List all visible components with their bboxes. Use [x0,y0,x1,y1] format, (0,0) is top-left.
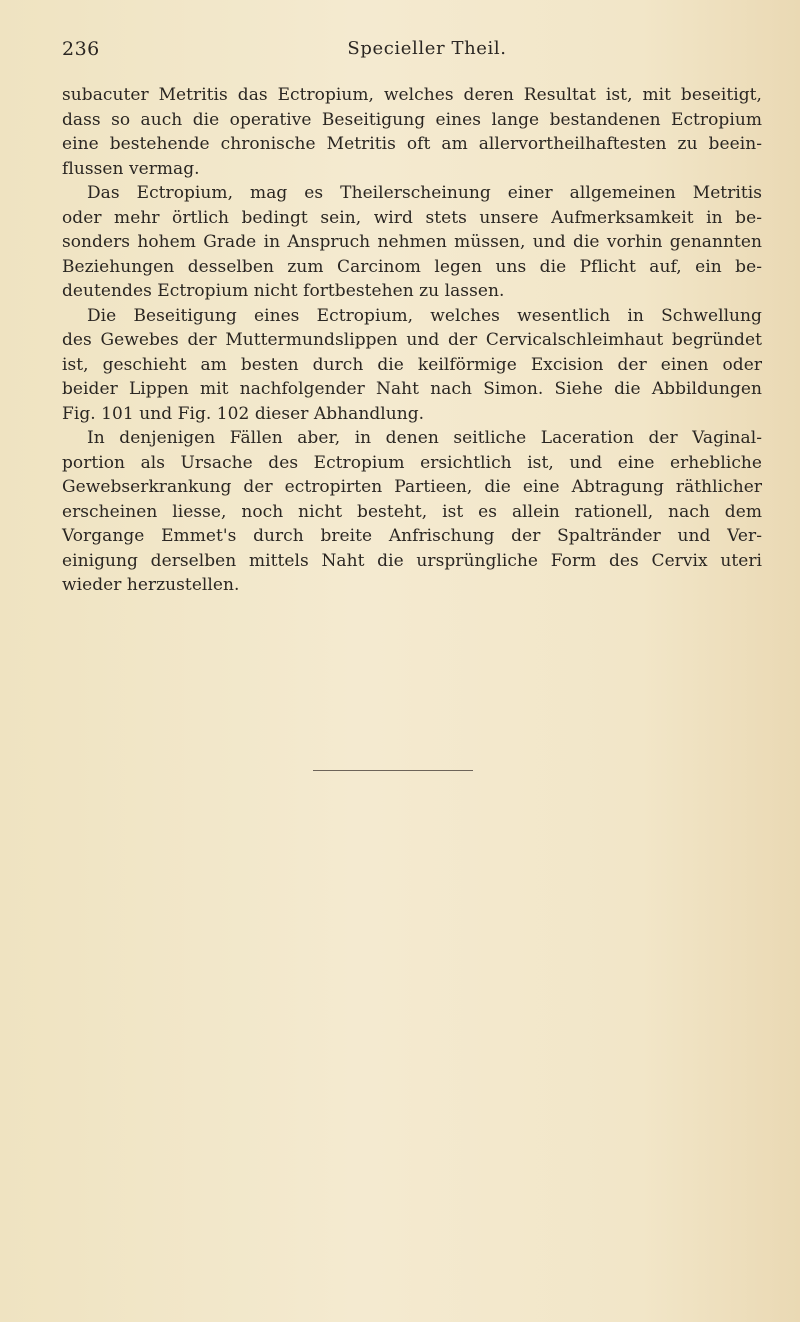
text-line: subacuter Metritis das Ectropium, welches deren Resultat ist, mit beseitigt, [62,85,762,105]
paragraph-start-line: In denjenigen Fällen aber, in denen seitliche Laceration der Vaginal- [87,428,762,448]
page-header [62,38,762,64]
paragraph-start-line: Das Ectropium, mag es Theilerscheinung einer allgemeinen Metritis [87,183,762,203]
page-number: 236 [62,38,100,60]
text-line: eine bestehende chronische Metritis oft am allervortheilhaftesten zu beein- [62,134,762,154]
text-line: des Gewebes der Muttermundslippen und der Cervicalschleimhaut begründet [62,330,762,350]
body-text [62,83,762,598]
paragraph-start-line: Die Beseitigung eines Ectropium, welches wesentlich in Schwellung [87,305,762,326]
text-line: Vorgange Emmet's durch breite Anfrischung der Spaltränder und Ver- [62,526,762,546]
paragraph-end-line: deutendes Ectropium nicht fortbestehen zu lassen. [62,281,505,301]
text-line: dass so auch die operative Beseitigung eines lange bestandenen Ectropium [62,109,762,130]
text-line: sonders hohem Grade in Anspruch nehmen müssen, und die vorhin genannten [62,232,762,252]
paragraph-end-line: Fig. 101 und Fig. 102 dieser Abhandlung. [62,403,425,424]
section-divider [313,770,473,771]
text-line: erscheinen liesse, noch nicht besteht, ist es allein rationell, nach dem [62,501,762,522]
paragraph-end-line: flussen vermag. [62,158,200,179]
text-line: oder mehr örtlich bedingt sein, wird stets unsere Aufmerksamkeit in be- [62,207,762,228]
text-line: Gewebserkrankung der ectropirten Partieen, die eine Abtragung räthlicher [62,477,762,497]
text-line: einigung derselben mittels Naht die ursprüngliche Form des Cervix uteri [62,550,762,571]
running-head: Specieller Theil. [347,38,507,59]
text-line: Beziehungen desselben zum Carcinom legen uns die Pflicht auf, ein be- [62,256,762,277]
paragraph-end-line: wieder herzustellen. [62,575,240,595]
text-line: portion als Ursache des Ectropium ersichtlich ist, und eine erhebliche [62,452,762,473]
text-line: beider Lippen mit nachfolgender Naht nach Simon. Siehe die Abbildungen [62,379,762,399]
text-line: ist, geschieht am besten durch die keilförmige Excision der einen oder [62,354,762,375]
